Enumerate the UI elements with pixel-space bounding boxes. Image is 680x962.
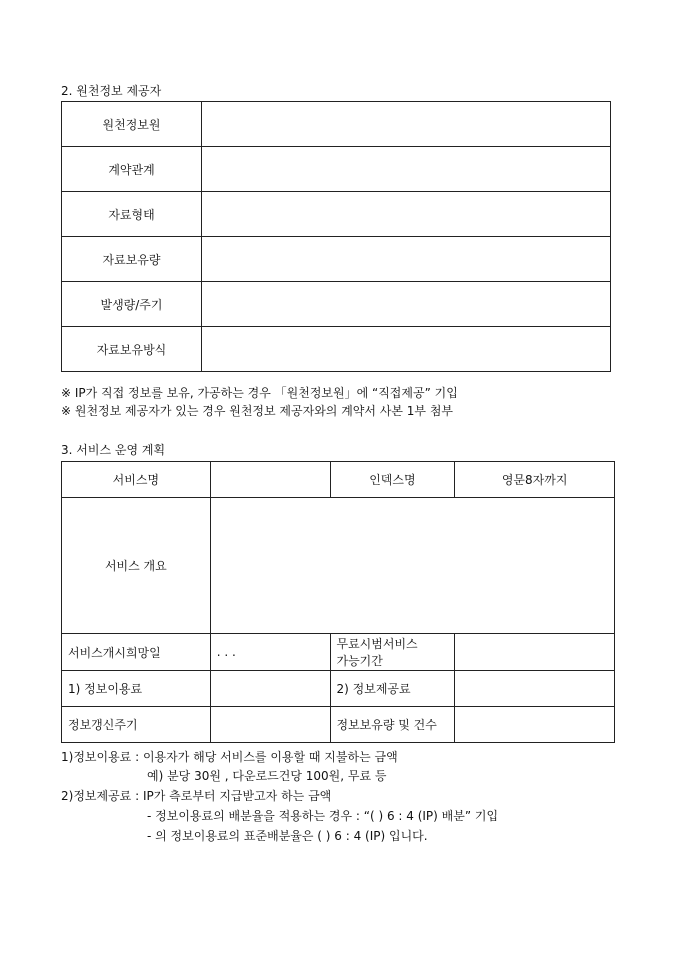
row-value-field[interactable] bbox=[202, 327, 611, 372]
table-row bbox=[62, 498, 615, 634]
row-value-field[interactable] bbox=[202, 237, 611, 282]
provision-fee-label: 2) 정보제공료 bbox=[330, 671, 455, 707]
source-provider-table bbox=[61, 101, 611, 372]
start-date-label: 서비스개시희망일 bbox=[62, 634, 211, 671]
start-date-field[interactable]: . . . bbox=[210, 634, 330, 671]
info-fee-label: 1) 정보이용료 bbox=[62, 671, 211, 707]
service-plan-table bbox=[61, 461, 615, 743]
service-overview-field[interactable] bbox=[210, 498, 614, 634]
index-name-hint[interactable]: 영문8자까지 bbox=[455, 462, 615, 498]
service-name-field[interactable] bbox=[210, 462, 330, 498]
table-row bbox=[62, 147, 611, 192]
note-contract-attachment: ※ 원천정보 제공자가 있는 경우 원천정보 제공자와의 계약서 사본 1부 첨부 bbox=[61, 404, 454, 418]
footnote-provision-fee: 2)정보제공료 : IP가 측로부터 지급받고자 하는 금액 bbox=[61, 789, 332, 803]
info-fee-field[interactable] bbox=[210, 671, 330, 707]
table-row bbox=[62, 671, 615, 707]
update-cycle-label: 정보갱신주기 bbox=[62, 707, 211, 743]
row-label: 자료보유량 bbox=[62, 237, 202, 282]
index-name-label: 인덱스명 bbox=[330, 462, 455, 498]
footnote-info-fee: 1)정보이용료 : 이용자가 해당 서비스를 이용할 때 지불하는 금액 bbox=[61, 750, 398, 764]
table-row bbox=[62, 192, 611, 237]
row-label: 자료보유방식 bbox=[62, 327, 202, 372]
row-label: 자료형태 bbox=[62, 192, 202, 237]
row-value-field[interactable] bbox=[202, 192, 611, 237]
table-row bbox=[62, 282, 611, 327]
table-row bbox=[62, 707, 615, 743]
service-overview-label: 서비스 개요 bbox=[62, 498, 211, 634]
row-label: 원천정보원 bbox=[62, 102, 202, 147]
footnote-share-rate: - 정보이용료의 배분율을 적용하는 경우 : “( ) 6 : 4 (IP) 배분” 기입 bbox=[147, 809, 499, 823]
table-row bbox=[62, 327, 611, 372]
free-trial-label-line2: 가능기간 bbox=[336, 654, 383, 668]
table-row bbox=[62, 237, 611, 282]
update-cycle-field[interactable] bbox=[210, 707, 330, 743]
footnote-info-fee-example: 예) 분당 30원 , 다운로드건당 100원, 무료 등 bbox=[147, 769, 387, 783]
holdings-field[interactable] bbox=[455, 707, 615, 743]
row-label: 발생량/주기 bbox=[62, 282, 202, 327]
holdings-label: 정보보유량 및 건수 bbox=[330, 707, 455, 743]
free-trial-label-line1: 무료시범서비스 bbox=[336, 637, 418, 651]
table-row bbox=[62, 102, 611, 147]
row-value-field[interactable] bbox=[202, 147, 611, 192]
row-value-field[interactable] bbox=[202, 282, 611, 327]
section-3-heading: 3. 서비스 운영 계획 bbox=[61, 443, 166, 457]
free-trial-label bbox=[330, 634, 455, 671]
table-row bbox=[62, 634, 615, 671]
note-direct-provision: ※ IP가 직접 정보를 보유, 가공하는 경우 「원천정보원」에 “직접제공” 기입 bbox=[61, 386, 458, 400]
service-name-label: 서비스명 bbox=[62, 462, 211, 498]
section-2-heading: 2. 원천정보 제공자 bbox=[61, 84, 162, 98]
provision-fee-field[interactable] bbox=[455, 671, 615, 707]
footnote-standard-share: - 의 정보이용료의 표준배분율은 ( ) 6 : 4 (IP) 입니다. bbox=[147, 829, 428, 843]
row-value-field[interactable] bbox=[202, 102, 611, 147]
row-label: 계약관계 bbox=[62, 147, 202, 192]
free-trial-field[interactable] bbox=[455, 634, 615, 671]
table-row bbox=[62, 462, 615, 498]
